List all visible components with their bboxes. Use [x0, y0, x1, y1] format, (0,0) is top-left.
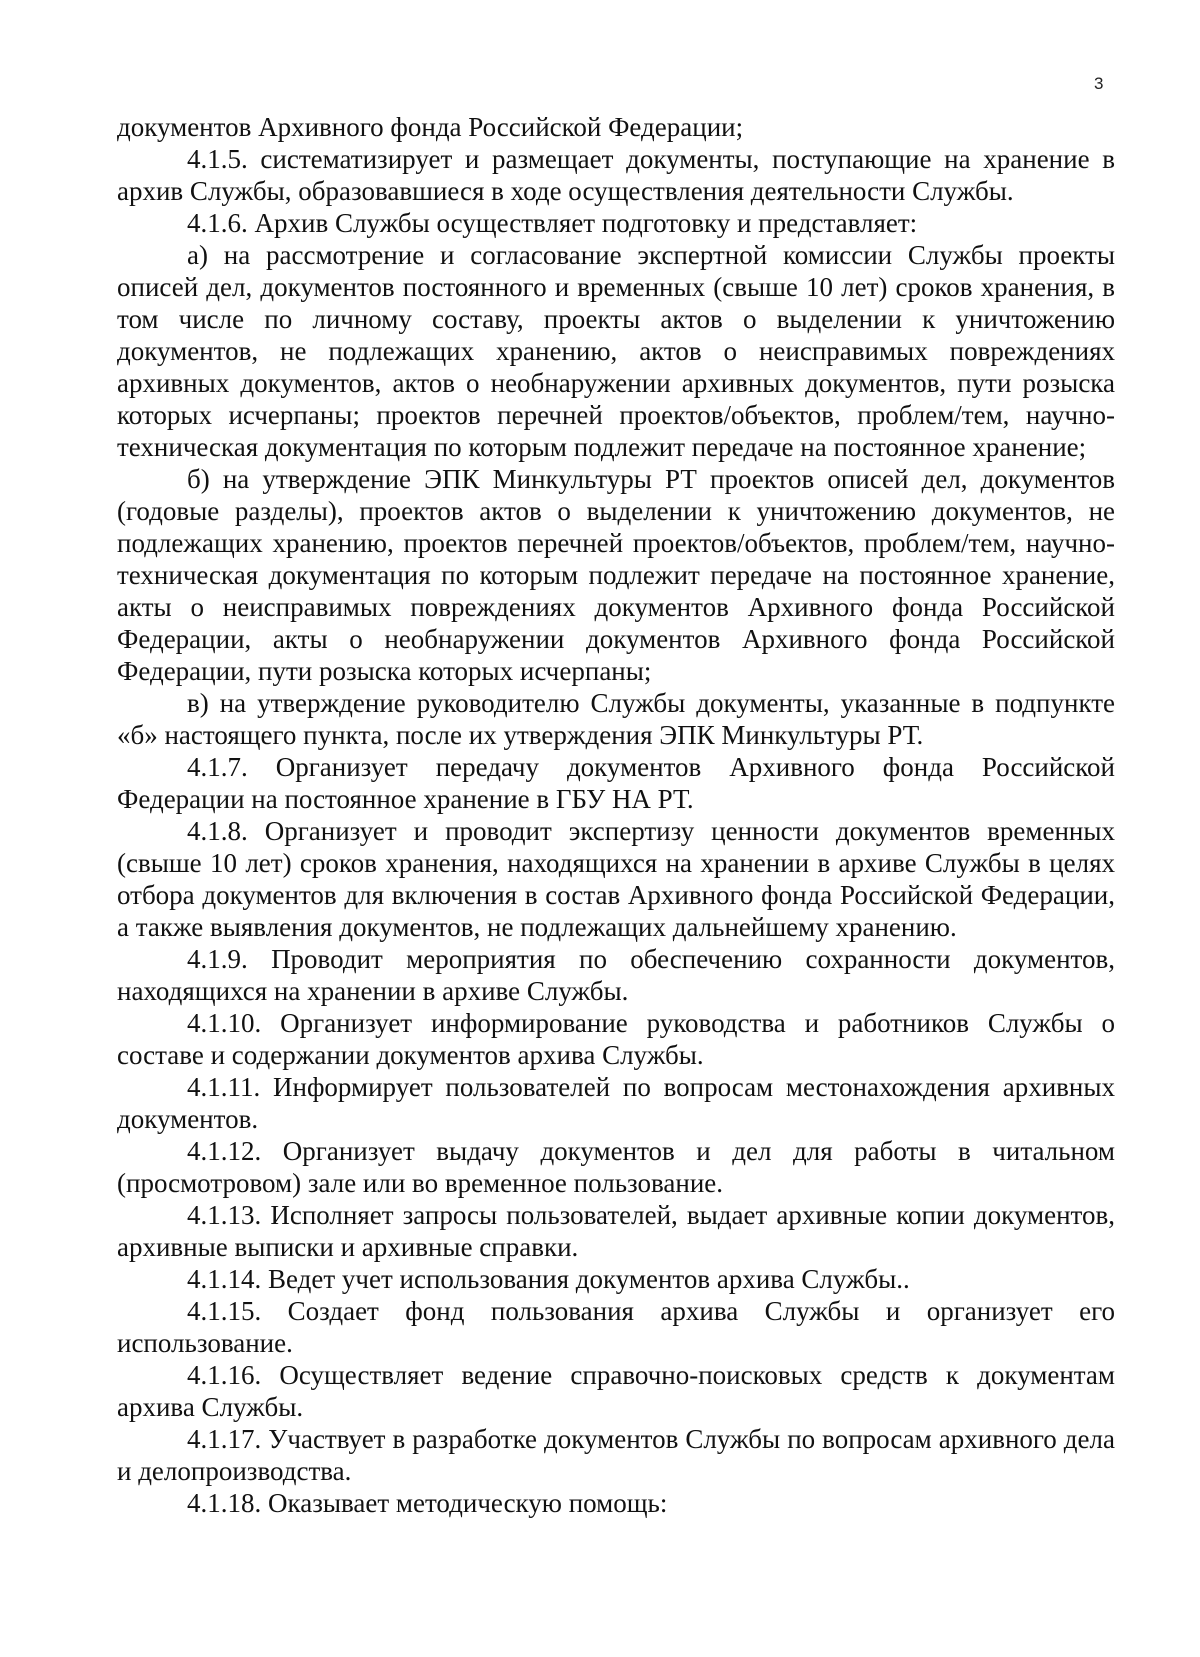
paragraph-4-1-10: 4.1.10. Организует информирование руководства и работников Службы о составе и содержании документов архива Службы.: [117, 1008, 1115, 1070]
paragraph-4-1-6-b: б) на утверждение ЭПК Минкультуры РТ проектов описей дел, документов (годовые разделы), проектов актов о выделении к уничтожению документов, не подлежащих хранению, проектов перечней проектов/объектов, проблем/тем, научно-техническая документация по которым подлежит передаче на постоянное хранение, акты о неисправимых повреждениях документов Архивного фонда Российской Федерации, акты о необнаружении документов Архивного фонда Российской Федерации, пути розыска которых исчерпаны;: [117, 464, 1115, 686]
paragraph-continuation: документов Архивного фонда Российской Федерации;: [117, 112, 744, 142]
paragraph-4-1-16: 4.1.16. Осуществляет ведение справочно-поисковых средств к документам архива Службы.: [117, 1360, 1115, 1422]
paragraph-4-1-14: 4.1.14. Ведет учет использования документов архива Службы..: [187, 1264, 910, 1294]
paragraph-4-1-17: 4.1.17. Участвует в разработке документов Службы по вопросам архивного дела и делопроизводства.: [117, 1424, 1115, 1486]
paragraph-4-1-18: 4.1.18. Оказывает методическую помощь:: [187, 1488, 668, 1518]
paragraph-4-1-15: 4.1.15. Создает фонд пользования архива Службы и организует его использование.: [117, 1296, 1115, 1358]
document-body: [117, 111, 1115, 1519]
paragraph-4-1-5: 4.1.5. систематизирует и размещает документы, поступающие на хранение в архив Службы, образовавшиеся в ходе осуществления деятельности Службы.: [117, 144, 1115, 206]
paragraph-4-1-11: 4.1.11. Информирует пользователей по вопросам местонахождения архивных документов.: [117, 1072, 1115, 1134]
paragraph-4-1-6: 4.1.6. Архив Службы осуществляет подготовку и представляет:: [187, 208, 918, 238]
paragraph-4-1-6-v: в) на утверждение руководителю Службы документы, указанные в подпункте «б» настоящего пункта, после их утверждения ЭПК Минкультуры РТ.: [117, 688, 1115, 750]
paragraph-4-1-9: 4.1.9. Проводит мероприятия по обеспечению сохранности документов, находящихся на хранении в архиве Службы.: [117, 944, 1115, 1006]
paragraph-4-1-13: 4.1.13. Исполняет запросы пользователей, выдает архивные копии документов, архивные выписки и архивные справки.: [117, 1200, 1115, 1262]
paragraph-4-1-7: 4.1.7. Организует передачу документов Архивного фонда Российской Федерации на постоянное хранение в ГБУ НА РТ.: [117, 752, 1115, 814]
paragraph-4-1-12: 4.1.12. Организует выдачу документов и дел для работы в читальном (просмотровом) зале или во временное пользование.: [117, 1136, 1115, 1198]
page-number: 3: [1094, 74, 1104, 93]
paragraph-4-1-6-a: а) на рассмотрение и согласование экспертной комиссии Службы проекты описей дел, документов постоянного и временных (свыше 10 лет) сроков хранения, в том числе по личному составу, проекты актов о выделении к уничтожению документов, не подлежащих хранению, актов о неисправимых повреждениях архивных документов, актов о необнаружении архивных документов, пути розыска которых исчерпаны; проектов перечней проектов/объектов, проблем/тем, научно-техническая документация по которым подлежит передаче на постоянное хранение;: [117, 240, 1115, 462]
paragraph-4-1-8: 4.1.8. Организует и проводит экспертизу ценности документов временных (свыше 10 лет) сроков хранения, находящихся на хранении в архиве Службы в целях отбора документов для включения в состав Архивного фонда Российской Федерации, а также выявления документов, не подлежащих дальнейшему хранению.: [117, 816, 1115, 942]
